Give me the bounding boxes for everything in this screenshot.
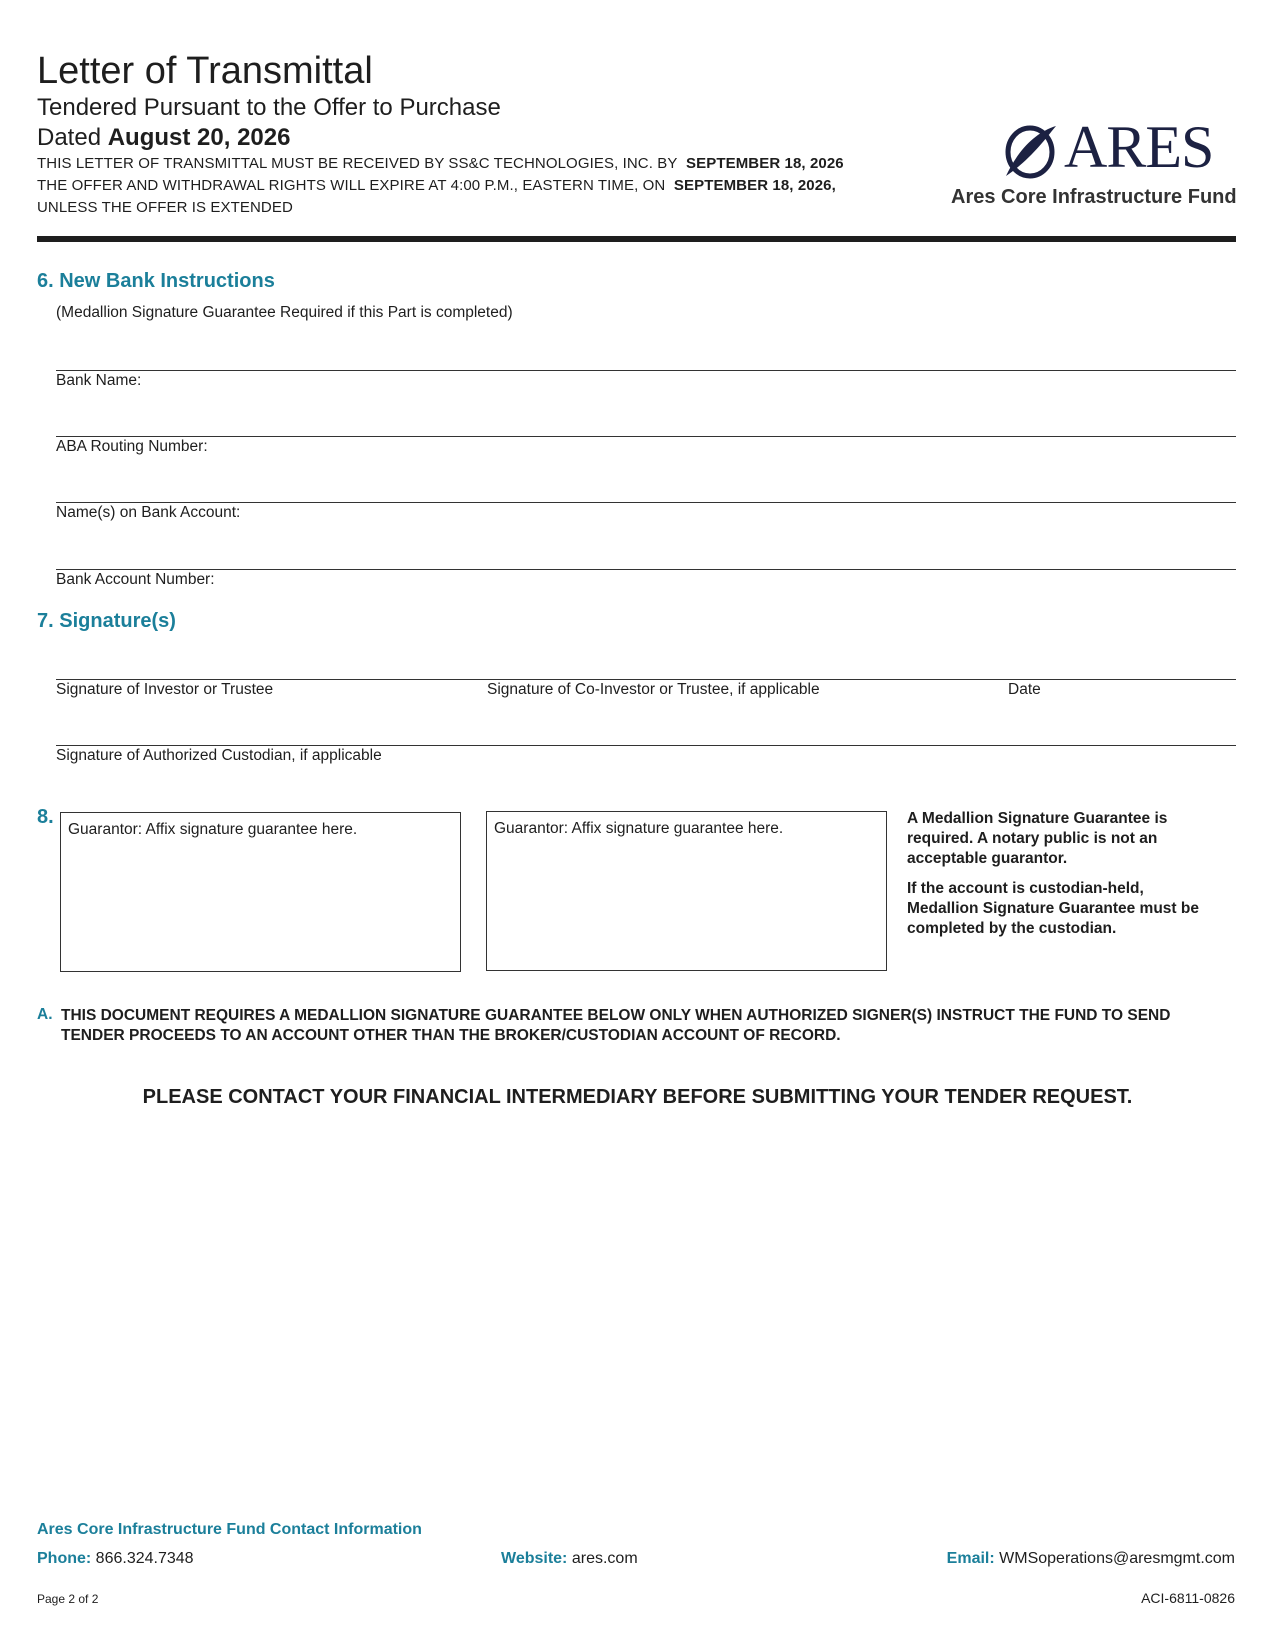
phone-label: Phone: <box>37 1550 92 1567</box>
email-link[interactable]: WMSoperations@aresmgmt.com <box>999 1550 1235 1567</box>
notice-line-1-date: SEPTEMBER 18, 2026 <box>686 155 844 172</box>
dated-prefix: Dated <box>37 124 102 151</box>
contact-notice: PLEASE CONTACT YOUR FINANCIAL INTERMEDIARY BEFORE SUBMITTING YOUR TENDER REQUEST. <box>142 1086 1133 1108</box>
sig-custodian-label: Signature of Authorized Custodian, if applicable <box>56 747 382 764</box>
guarantor-box-1-label: Guarantor: Affix signature guarantee here. <box>68 821 358 838</box>
medallion-note-2: If the account is custodian-held, Medallion Signature Guarantee must be completed by the custodian. <box>907 880 1199 937</box>
guarantor-box-2[interactable] <box>486 811 887 971</box>
fund-name: Ares Core Infrastructure Fund <box>951 186 1237 208</box>
account-names-label: Name(s) on Bank Account: <box>56 504 241 521</box>
website-label: Website: <box>501 1550 568 1567</box>
bank-name-label: Bank Name: <box>56 372 142 389</box>
website-link[interactable]: ares.com <box>571 1550 638 1567</box>
footer-website <box>501 1550 638 1568</box>
ares-logo-icon <box>1000 120 1060 182</box>
guarantor-box-2-label: Guarantor: Affix signature guarantee here. <box>494 820 784 837</box>
notice-line-1 <box>37 155 844 173</box>
account-names-line[interactable] <box>56 502 1236 503</box>
footer-email <box>947 1550 1235 1568</box>
guarantor-box-1[interactable] <box>60 812 461 972</box>
dated-line <box>37 124 290 152</box>
section-7-heading: 7. Signature(s) <box>37 610 176 632</box>
signature-line-1[interactable] <box>56 679 1236 680</box>
email-label: Email: <box>946 1550 995 1567</box>
phone-value: 866.324.7348 <box>95 1550 194 1567</box>
date-label: Date <box>1008 681 1041 698</box>
notice-line-2 <box>37 177 836 195</box>
footer-phone <box>37 1550 194 1568</box>
sig-investor-label: Signature of Investor or Trustee <box>56 681 274 698</box>
account-number-label: Bank Account Number: <box>56 571 215 588</box>
notice-line-3: UNLESS THE OFFER IS EXTENDED <box>37 199 293 216</box>
footer-heading: Ares Core Infrastructure Fund Contact Information <box>37 1521 422 1538</box>
signature-line-2[interactable] <box>56 745 1236 746</box>
account-number-line[interactable] <box>56 569 1236 570</box>
sig-coinvestor-label: Signature of Co-Investor or Trustee, if applicable <box>487 681 820 698</box>
section-8-number: 8. <box>37 806 54 828</box>
notice-line-1-text: THIS LETTER OF TRANSMITTAL MUST BE RECEIVED BY SS&C TECHNOLOGIES, INC. BY <box>37 155 678 172</box>
medallion-note-1: A Medallion Signature Guarantee is required. A notary public is not an acceptable guarantor. <box>907 810 1168 867</box>
page-title: Letter of Transmittal <box>37 50 373 92</box>
notice-a-letter: A. <box>37 1006 53 1023</box>
aba-routing-label: ABA Routing Number: <box>56 438 208 455</box>
page-subtitle: Tendered Pursuant to the Offer to Purchase <box>37 94 501 121</box>
notice-a-text: THIS DOCUMENT REQUIRES A MEDALLION SIGNATURE GUARANTEE BELOW ONLY WHEN AUTHORIZED SIGNER(S) INSTRUCT THE FUND TO SEND TENDER PROCEEDS TO AN ACCOUNT OTHER THAN THE BROKER/CUSTODIAN ACCOUNT OF RECORD. <box>61 1007 1171 1044</box>
aba-routing-line[interactable] <box>56 436 1236 437</box>
section-6-heading: 6. New Bank Instructions <box>37 270 275 292</box>
notice-line-2-text: THE OFFER AND WITHDRAWAL RIGHTS WILL EXPIRE AT 4:00 P.M., EASTERN TIME, ON <box>37 177 666 194</box>
header-divider <box>37 236 1236 242</box>
notice-line-2-date: SEPTEMBER 18, 2026, <box>673 177 836 194</box>
page-number: Page 2 of 2 <box>37 1592 99 1606</box>
dated-value: August 20, 2026 <box>107 124 291 151</box>
bank-name-line[interactable] <box>56 370 1236 371</box>
document-code: ACI-6811-0826 <box>1141 1590 1235 1606</box>
ares-wordmark: ARES <box>1064 114 1214 180</box>
section-6-note: (Medallion Signature Guarantee Required if this Part is completed) <box>56 304 513 321</box>
